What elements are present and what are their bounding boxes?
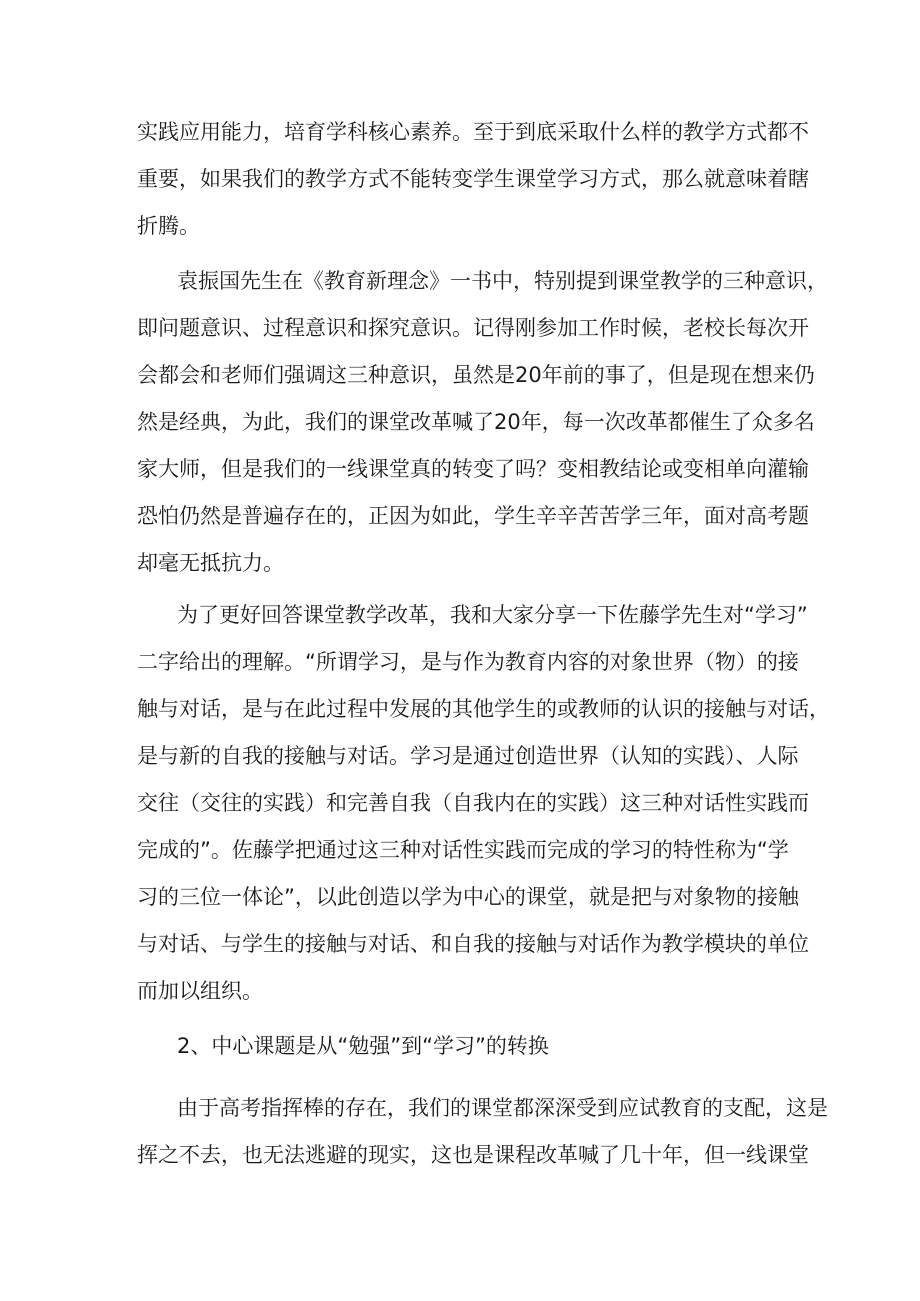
paragraph-line: 与对话、与学生的接触与对话、和自我的接触与对话作为教学模块的单位 (137, 932, 809, 956)
paragraph-line: 袁振国先生在《教育新理念》一书中，特别提到课堂教学的三种意识， (177, 269, 828, 293)
paragraph-line: 会都会和老师们强调这三种意识，虽然是20年前的事了，但是现在想来仍 (137, 363, 815, 387)
paragraph-line: 而加以组织。 (137, 979, 263, 1003)
paragraph-line: 重要，如果我们的教学方式不能转变学生课堂学习方式，那么就意味着瞎 (137, 167, 809, 191)
paragraph-line: 是与新的自我的接触与对话。学习是通过创造世界（认知的实践）、人际 (137, 744, 799, 768)
paragraph-line: 二字给出的理解。“所谓学习，是与作为教育内容的对象世界（物）的接 (137, 650, 799, 674)
paragraph-line: 完成的”。佐藤学把通过这三种对话性实践而完成的学习的特性称为“学 (137, 838, 789, 862)
paragraph-line: 然是经典，为此，我们的课堂改革喊了20年，每一次改革都催生了众多名 (137, 410, 815, 434)
paragraph-line: 即问题意识、过程意识和探究意识。记得刚参加工作时候，老校长每次开 (137, 316, 809, 340)
paragraph-line: 习的三位一体论”，以此创造以学为中心的课堂，就是把与对象物的接触 (137, 885, 799, 909)
paragraph-line: 挥之不去，也无法逃避的现实，这也是课程改革喊了几十年，但一线课堂 (137, 1143, 809, 1167)
section-heading: 2、中心课题是从“勉强”到“学习”的转换 (177, 1034, 549, 1058)
paragraph-line: 家大师，但是我们的一线课堂真的转变了吗？变相教结论或变相单向灌输 (137, 457, 809, 481)
paragraph-line: 由于高考指挥棒的存在，我们的课堂都深深受到应试教育的支配，这是 (177, 1096, 828, 1120)
paragraph-line: 折腾。 (137, 214, 200, 238)
paragraph-line: 却毫无抵抗力。 (137, 551, 284, 575)
paragraph-line: 恐怕仍然是普遍存在的，正因为如此，学生辛辛苦苦学三年，面对高考题 (137, 504, 809, 528)
paragraph-line: 为了更好回答课堂教学改革，我和大家分享一下佐藤学先生对“学习” (177, 603, 808, 627)
paragraph-line: 实践应用能力，培育学科核心素养。至于到底采取什么样的教学方式都不 (137, 120, 809, 144)
paragraph-line: 交往（交往的实践）和完善自我（自我内在的实践）这三种对话性实践而 (137, 791, 809, 815)
paragraph-line: 触与对话，是与在此过程中发展的其他学生的或教师的认识的接触与对话， (137, 697, 830, 721)
